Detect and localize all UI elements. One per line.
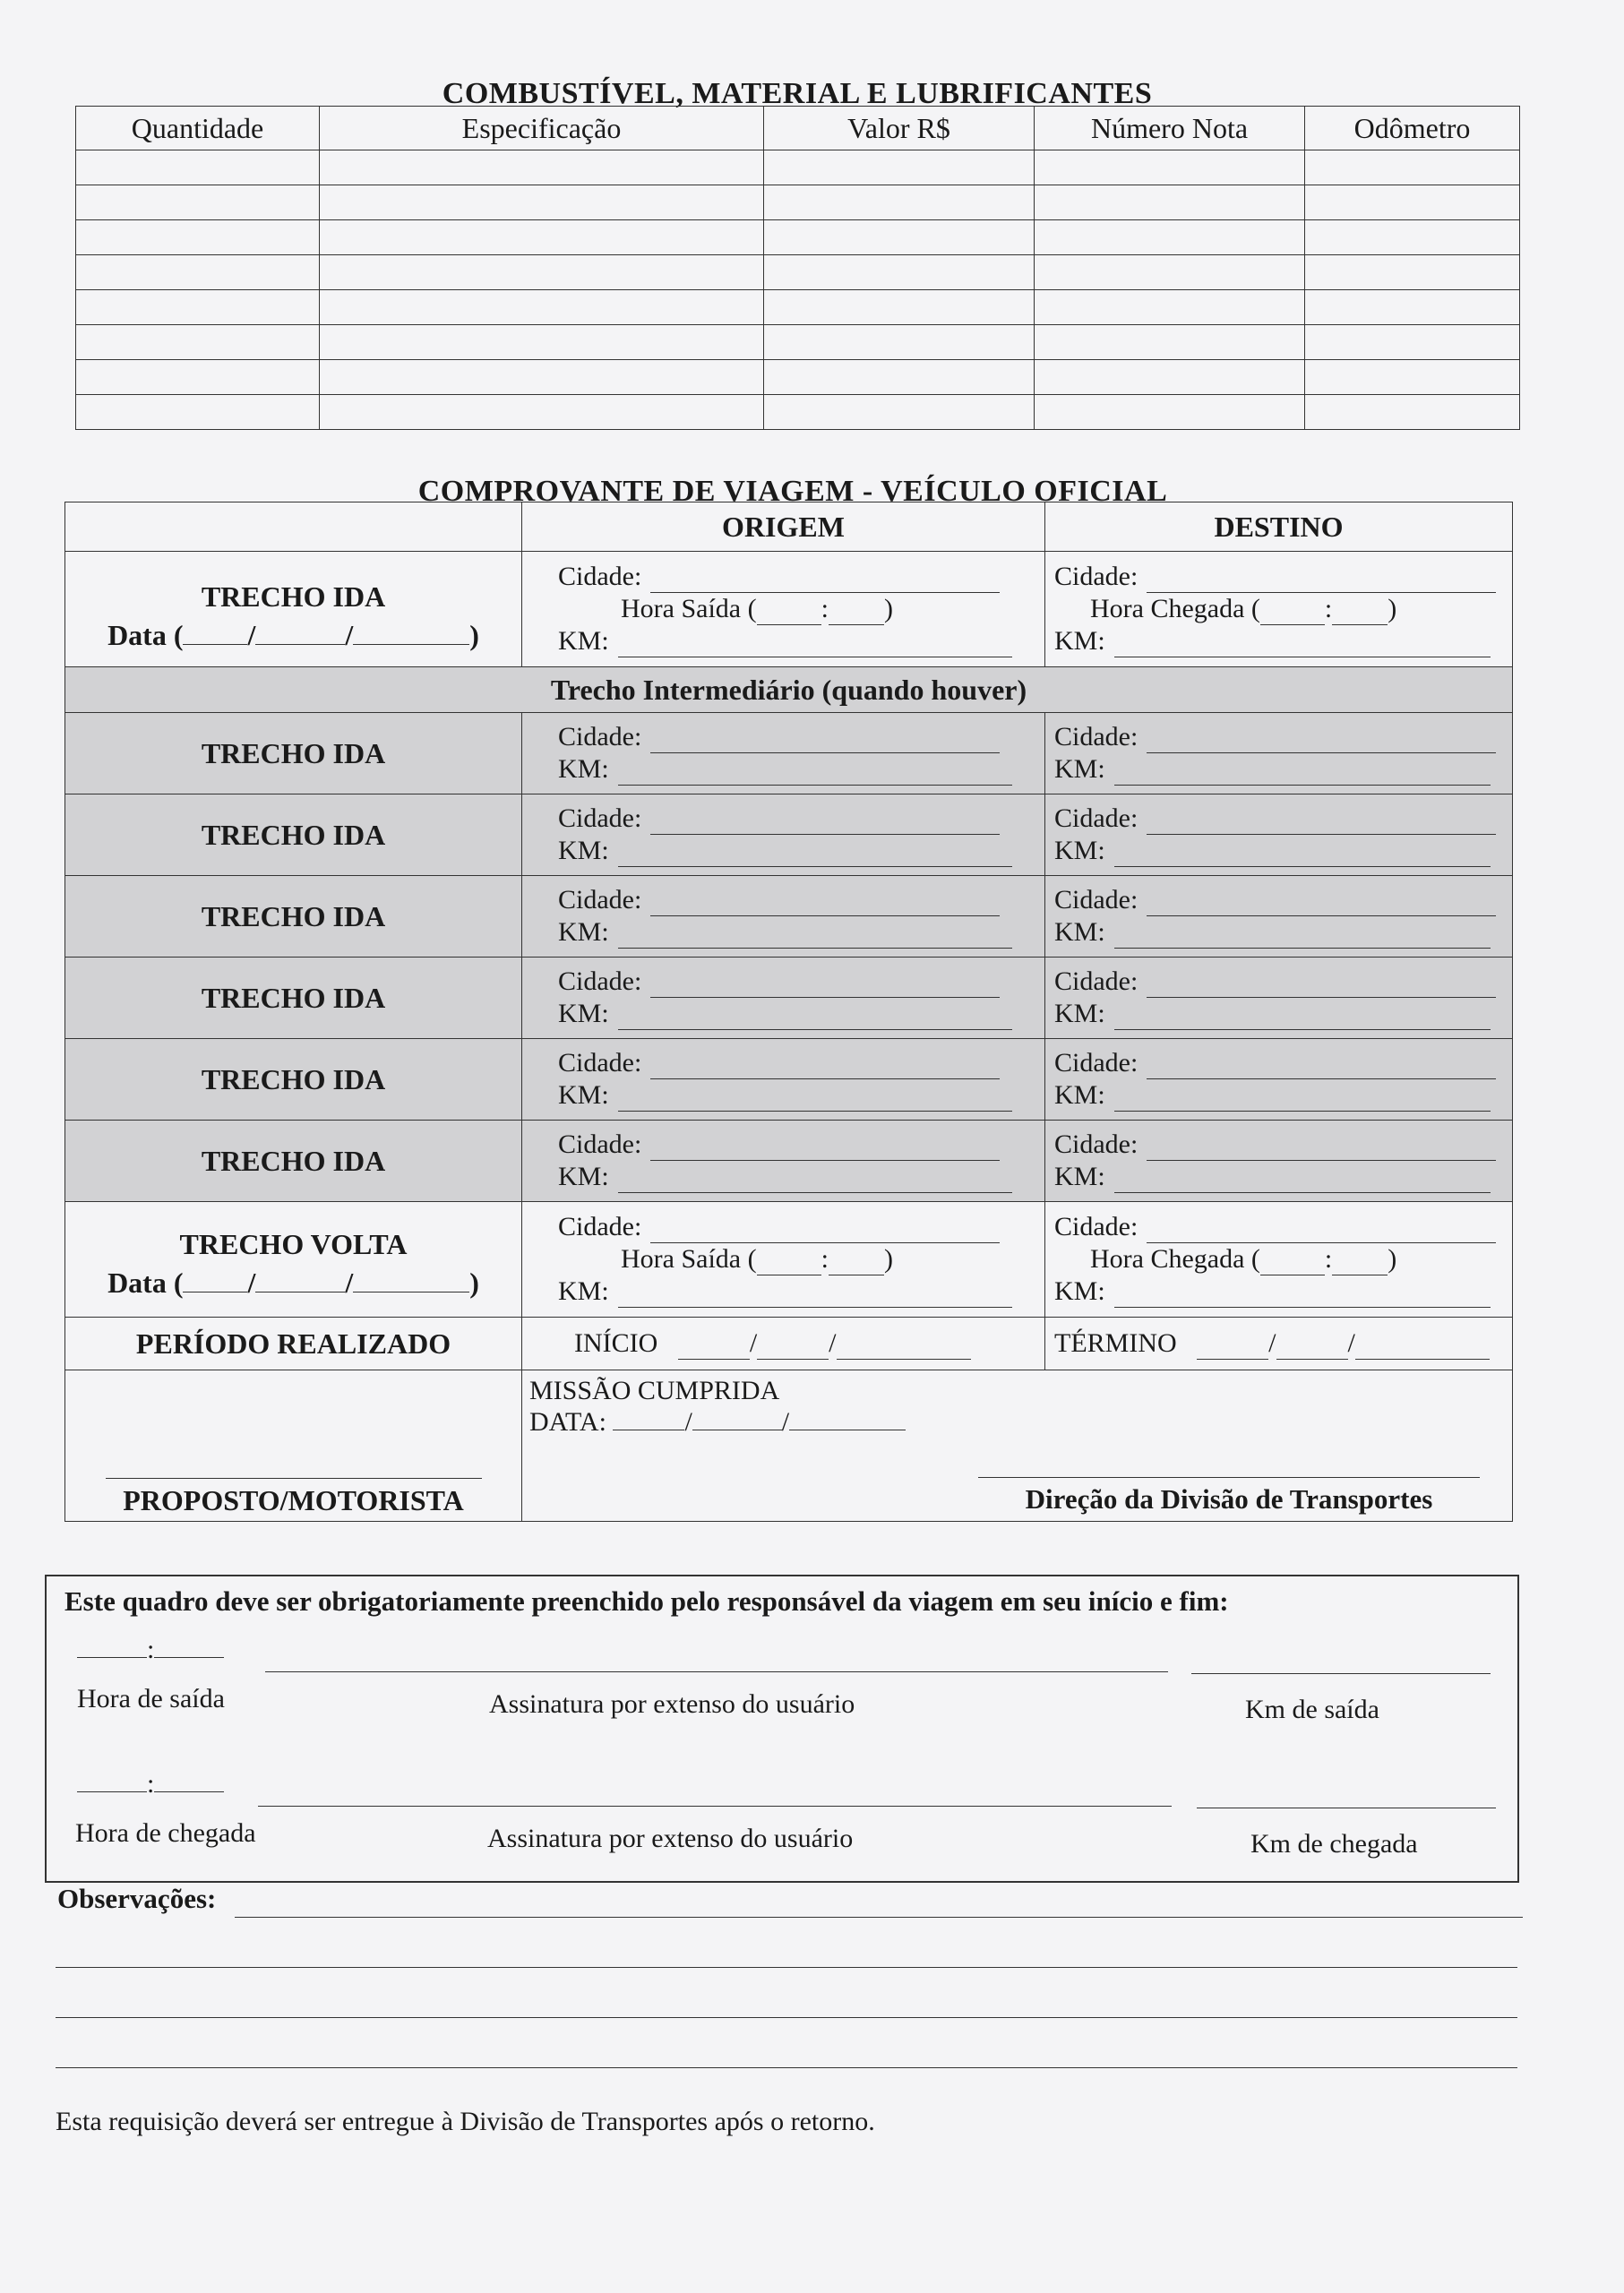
- departure-time-field[interactable]: :: [77, 1634, 224, 1665]
- observations-label: Observações:: [57, 1883, 217, 1914]
- fuel-table-cell[interactable]: [76, 220, 320, 255]
- fuel-section-title: COMBUSTÍVEL, MATERIAL E LUBRIFICANTES: [442, 77, 1153, 110]
- intermediate-destination-city-field[interactable]: Cidade:: [1045, 966, 1512, 998]
- column-header-odometer: Odômetro: [1305, 107, 1520, 150]
- intermediate-destination-city-field[interactable]: Cidade:: [1045, 1047, 1512, 1079]
- fuel-table-cell[interactable]: [76, 185, 320, 220]
- return-destination-city-field[interactable]: Cidade:: [1045, 1211, 1512, 1243]
- fuel-table-cell[interactable]: [320, 395, 764, 430]
- intermediate-leg-row: [65, 1121, 1513, 1202]
- fuel-table-cell[interactable]: [1305, 255, 1520, 290]
- intermediate-origin-city-field[interactable]: Cidade:: [522, 721, 1044, 753]
- return-origin-city-field[interactable]: Cidade:: [522, 1211, 1044, 1243]
- fuel-table-cell[interactable]: [1035, 395, 1305, 430]
- fuel-table-cell[interactable]: [1035, 220, 1305, 255]
- observations-line-2[interactable]: [56, 1967, 1517, 1968]
- column-header-invoice-number: Número Nota: [1035, 107, 1305, 150]
- destination-km-field[interactable]: KM:: [1045, 625, 1512, 657]
- km-arrival-label: Km de chegada: [1250, 1829, 1418, 1859]
- fuel-table-row: [76, 395, 1520, 430]
- origin-km-field[interactable]: KM:: [522, 625, 1044, 657]
- period-label: PERÍODO REALIZADO: [65, 1318, 522, 1370]
- intermediate-destination-km-field[interactable]: KM:: [1045, 916, 1512, 949]
- fuel-table-row: [76, 360, 1520, 395]
- fuel-table-cell[interactable]: [764, 360, 1035, 395]
- intermediate-leg-row: [65, 958, 1513, 1039]
- director-signature-label: Direção da Divisão de Transportes: [1025, 1483, 1433, 1515]
- fuel-table-cell[interactable]: [76, 255, 320, 290]
- intermediate-origin-city-field[interactable]: Cidade:: [522, 1047, 1044, 1079]
- director-signature-line[interactable]: [978, 1477, 1480, 1478]
- return-destination-km-field[interactable]: KM:: [1045, 1275, 1512, 1308]
- fuel-table-cell[interactable]: [1035, 255, 1305, 290]
- period-row: [65, 1318, 1513, 1370]
- return-leg-row: [65, 1202, 1513, 1318]
- fuel-table-cell[interactable]: [1035, 290, 1305, 325]
- first-leg-label: TRECHO IDA: [201, 580, 386, 613]
- intermediate-leg-label: TRECHO IDA: [65, 876, 522, 958]
- origin-header: ORIGEM: [522, 502, 1045, 552]
- intermediate-origin-km-field[interactable]: KM:: [522, 916, 1044, 949]
- fuel-table-cell[interactable]: [320, 185, 764, 220]
- intermediate-origin-km-field[interactable]: KM:: [522, 835, 1044, 867]
- signature-row: [65, 1370, 1513, 1522]
- fuel-table-cell[interactable]: [1305, 185, 1520, 220]
- intermediate-destination-km-field[interactable]: KM:: [1045, 1079, 1512, 1112]
- intermediate-leg-row: [65, 794, 1513, 876]
- intermediate-leg-row: [65, 713, 1513, 794]
- first-leg-row: [65, 552, 1513, 667]
- intermediate-leg-row: [65, 1039, 1513, 1121]
- fuel-table-cell[interactable]: [1035, 360, 1305, 395]
- fuel-table-row: [76, 220, 1520, 255]
- fuel-table-cell[interactable]: [320, 360, 764, 395]
- responsible-box: [45, 1575, 1519, 1883]
- fuel-table-row: [76, 185, 1520, 220]
- fuel-table-cell[interactable]: [764, 150, 1035, 185]
- intermediate-destination-km-field[interactable]: KM:: [1045, 835, 1512, 867]
- fuel-table-cell[interactable]: [320, 220, 764, 255]
- fuel-table-cell[interactable]: [1035, 150, 1305, 185]
- destination-city-field[interactable]: Cidade:: [1045, 561, 1512, 593]
- intermediate-header: Trecho Intermediário (quando houver): [65, 667, 1513, 713]
- fuel-table-header: [76, 107, 1520, 150]
- fuel-table-cell[interactable]: [320, 150, 764, 185]
- origin-city-field[interactable]: Cidade:: [522, 561, 1044, 593]
- return-origin-km-field[interactable]: KM:: [522, 1275, 1044, 1308]
- period-start-field[interactable]: INÍCIO / /: [522, 1327, 1044, 1360]
- intermediate-origin-city-field[interactable]: Cidade:: [522, 803, 1044, 835]
- column-header-quantity: Quantidade: [76, 107, 320, 150]
- intermediate-destination-city-field[interactable]: Cidade:: [1045, 721, 1512, 753]
- intermediate-origin-city-field[interactable]: Cidade:: [522, 884, 1044, 916]
- column-header-specification: Especificação: [320, 107, 764, 150]
- intermediate-origin-km-field[interactable]: KM:: [522, 998, 1044, 1030]
- first-leg-date[interactable]: Data ( / / ): [107, 619, 479, 651]
- intermediate-destination-city-field[interactable]: Cidade:: [1045, 884, 1512, 916]
- fuel-table: [75, 106, 1520, 430]
- departure-time-label: Hora de saída: [77, 1684, 225, 1713]
- intermediate-leg-label: TRECHO IDA: [65, 1039, 522, 1121]
- fuel-table-cell[interactable]: [1305, 360, 1520, 395]
- arrival-signature-line[interactable]: [258, 1806, 1172, 1807]
- fuel-table-cell[interactable]: [764, 185, 1035, 220]
- driver-signature-line[interactable]: [106, 1478, 482, 1479]
- km-departure-line[interactable]: [1191, 1673, 1491, 1674]
- fuel-table-cell[interactable]: [76, 150, 320, 185]
- fuel-table-cell[interactable]: [764, 220, 1035, 255]
- departure-signature-line[interactable]: [265, 1671, 1168, 1672]
- intermediate-leg-label: TRECHO IDA: [65, 794, 522, 876]
- fuel-table-cell[interactable]: [320, 325, 764, 360]
- fuel-table-cell[interactable]: [764, 395, 1035, 430]
- trip-table: [64, 502, 1513, 1522]
- fuel-table-row: [76, 290, 1520, 325]
- fuel-table-cell[interactable]: [76, 395, 320, 430]
- responsible-heading: Este quadro deve ser obrigatoriamente preenchido pelo responsável da viagem em seu início e fim:: [64, 1585, 1229, 1617]
- intermediate-leg-label: TRECHO IDA: [65, 958, 522, 1039]
- mission-completed-label: MISSÃO CUMPRIDA: [529, 1376, 780, 1405]
- fuel-table-cell[interactable]: [764, 290, 1035, 325]
- arrival-signature-label: Assinatura por extenso do usuário: [487, 1824, 854, 1853]
- intermediate-destination-city-field[interactable]: Cidade:: [1045, 803, 1512, 835]
- fuel-table-cell[interactable]: [1305, 220, 1520, 255]
- departure-signature-label: Assinatura por extenso do usuário: [489, 1689, 855, 1719]
- period-end-field[interactable]: TÉRMINO / /: [1045, 1327, 1512, 1360]
- intermediate-destination-km-field[interactable]: KM:: [1045, 998, 1512, 1030]
- fuel-table-cell[interactable]: [1035, 185, 1305, 220]
- observations-line-1[interactable]: [235, 1917, 1523, 1918]
- destination-arrival-time-field[interactable]: Hora Chegada ( : ): [1090, 594, 1397, 623]
- mission-date-field[interactable]: DATA: / /: [522, 1406, 1512, 1438]
- fuel-table-cell[interactable]: [1305, 150, 1520, 185]
- intermediate-origin-km-field[interactable]: KM:: [522, 1161, 1044, 1193]
- fuel-table-row: [76, 255, 1520, 290]
- observations-line-4[interactable]: [56, 2067, 1517, 2068]
- fuel-table-cell[interactable]: [76, 360, 320, 395]
- origin-departure-time-field[interactable]: Hora Saída ( : ): [621, 594, 893, 623]
- fuel-table-cell[interactable]: [1305, 395, 1520, 430]
- fuel-table-cell[interactable]: [1305, 290, 1520, 325]
- intermediate-origin-km-field[interactable]: KM:: [522, 753, 1044, 786]
- trip-section-title: COMPROVANTE DE VIAGEM - VEÍCULO OFICIAL: [417, 475, 1168, 508]
- driver-signature-label: PROPOSTO/MOTORISTA: [123, 1484, 464, 1516]
- fuel-table-cell[interactable]: [320, 255, 764, 290]
- fuel-table-cell[interactable]: [320, 290, 764, 325]
- fuel-table-cell[interactable]: [1305, 325, 1520, 360]
- fuel-table-cell[interactable]: [76, 290, 320, 325]
- intermediate-destination-city-field[interactable]: Cidade:: [1045, 1129, 1512, 1161]
- fuel-table-cell[interactable]: [764, 325, 1035, 360]
- fuel-table-cell[interactable]: [764, 255, 1035, 290]
- arrival-time-field[interactable]: :: [77, 1768, 224, 1799]
- arrival-time-label: Hora de chegada: [75, 1818, 256, 1848]
- intermediate-leg-label: TRECHO IDA: [65, 713, 522, 794]
- fuel-table-row: [76, 325, 1520, 360]
- return-departure-time-field[interactable]: Hora Saída ( : ): [621, 1244, 893, 1274]
- column-header-value: Valor R$: [764, 107, 1035, 150]
- fuel-table-cell[interactable]: [76, 325, 320, 360]
- destination-header: DESTINO: [1045, 502, 1513, 552]
- km-departure-label: Km de saída: [1245, 1695, 1379, 1724]
- return-leg-date[interactable]: Data ( / / ): [107, 1267, 479, 1299]
- fuel-table-cell[interactable]: [1035, 325, 1305, 360]
- intermediate-leg-row: [65, 876, 1513, 958]
- fuel-table-row: [76, 150, 1520, 185]
- return-arrival-time-field[interactable]: Hora Chegada ( : ): [1090, 1244, 1397, 1274]
- footer-note: Esta requisição deverá ser entregue à Divisão de Transportes após o retorno.: [56, 2107, 875, 2136]
- observations-line-3[interactable]: [56, 2017, 1517, 2018]
- intermediate-origin-city-field[interactable]: Cidade:: [522, 966, 1044, 998]
- intermediate-destination-km-field[interactable]: KM:: [1045, 1161, 1512, 1193]
- intermediate-origin-km-field[interactable]: KM:: [522, 1079, 1044, 1112]
- intermediate-leg-label: TRECHO IDA: [65, 1121, 522, 1202]
- blank-corner-cell: [65, 502, 522, 552]
- intermediate-destination-km-field[interactable]: KM:: [1045, 753, 1512, 786]
- return-leg-label: TRECHO VOLTA: [179, 1228, 408, 1260]
- intermediate-origin-city-field[interactable]: Cidade:: [522, 1129, 1044, 1161]
